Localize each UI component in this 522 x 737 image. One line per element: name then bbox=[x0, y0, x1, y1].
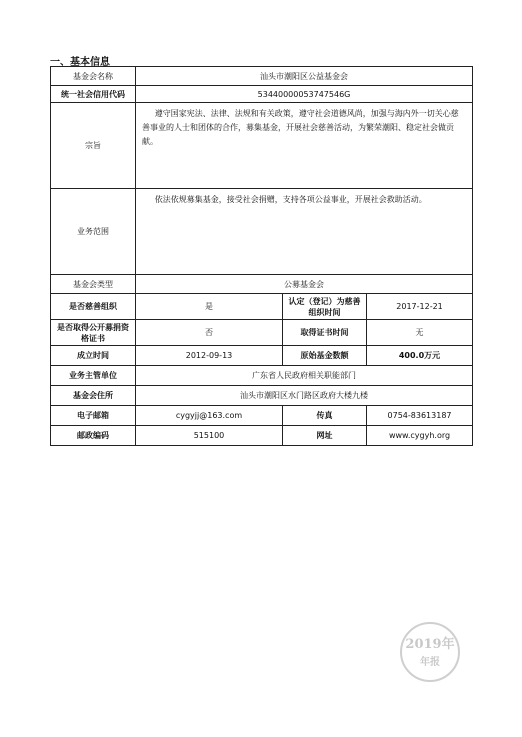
row-type bbox=[51, 275, 473, 294]
scope-value: 依法依规募集基金，接受社会捐赠，支持各项公益事业，开展社会救助活动。 bbox=[136, 189, 473, 275]
cert-date-value: 无 bbox=[367, 320, 473, 346]
section-title: 一、基本信息 bbox=[50, 57, 110, 68]
row-authority bbox=[51, 366, 473, 386]
fund-amount-value: 400.0万元 bbox=[367, 346, 473, 366]
row-cert bbox=[51, 320, 473, 346]
postcode-label: 邮政编码 bbox=[51, 426, 136, 446]
row-charity bbox=[51, 294, 473, 320]
annual-report-stamp bbox=[400, 622, 460, 682]
fax-value: 0754-83613187 bbox=[367, 406, 473, 426]
email-value: cygyjj@163.com bbox=[136, 406, 283, 426]
fund-amount-label: 原始基金数额 bbox=[283, 346, 367, 366]
charity-value: 是 bbox=[136, 294, 283, 320]
address-value: 汕头市潮阳区水门路区政府大楼九楼 bbox=[136, 386, 473, 406]
website-label: 网址 bbox=[283, 426, 367, 446]
row-scope bbox=[51, 189, 473, 275]
authority-label: 业务主管单位 bbox=[51, 366, 136, 386]
charity-date-label: 认定（登记）为慈善组织时间 bbox=[283, 294, 367, 320]
row-postcode bbox=[51, 426, 473, 446]
email-label: 电子邮箱 bbox=[51, 406, 136, 426]
charity-date-value: 2017-12-21 bbox=[367, 294, 473, 320]
stamp-report: 年报 bbox=[420, 657, 440, 668]
purpose-label: 宗旨 bbox=[51, 103, 136, 189]
charity-label: 是否慈善组织 bbox=[51, 294, 136, 320]
established-value: 2012-09-13 bbox=[136, 346, 283, 366]
row-established bbox=[51, 346, 473, 366]
authority-value: 广东省人民政府相关职能部门 bbox=[136, 366, 473, 386]
row-name bbox=[51, 67, 473, 86]
scope-label: 业务范围 bbox=[51, 189, 136, 275]
stamp-year: 2019年 bbox=[405, 637, 455, 652]
address-label: 基金会住所 bbox=[51, 386, 136, 406]
established-label: 成立时间 bbox=[51, 346, 136, 366]
row-credit-code bbox=[51, 86, 473, 103]
cert-value: 否 bbox=[136, 320, 283, 346]
purpose-value: 遵守国家宪法、法律、法规和有关政策，遵守社会道德风尚，加强与海内外一切关心慈善事业的人士和团体的合作，募集基金，开展社会慈善活动，为繁荣潮阳、稳定社会做贡献。 bbox=[136, 103, 473, 189]
row-address bbox=[51, 386, 473, 406]
type-value: 公募基金会 bbox=[136, 275, 473, 294]
fax-label: 传真 bbox=[283, 406, 367, 426]
cert-date-label: 取得证书时间 bbox=[283, 320, 367, 346]
credit-code-value: 53440000053747546G bbox=[136, 86, 473, 103]
row-email bbox=[51, 406, 473, 426]
credit-code-label: 统一社会信用代码 bbox=[51, 86, 136, 103]
row-purpose bbox=[51, 103, 473, 189]
name-value: 汕头市潮阳区公益基金会 bbox=[136, 67, 473, 86]
basic-info-table bbox=[50, 66, 473, 446]
website-value: www.cygyh.org bbox=[367, 426, 473, 446]
type-label: 基金会类型 bbox=[51, 275, 136, 294]
postcode-value: 515100 bbox=[136, 426, 283, 446]
name-label: 基金会名称 bbox=[51, 67, 136, 86]
cert-label: 是否取得公开募捐资格证书 bbox=[51, 320, 136, 346]
